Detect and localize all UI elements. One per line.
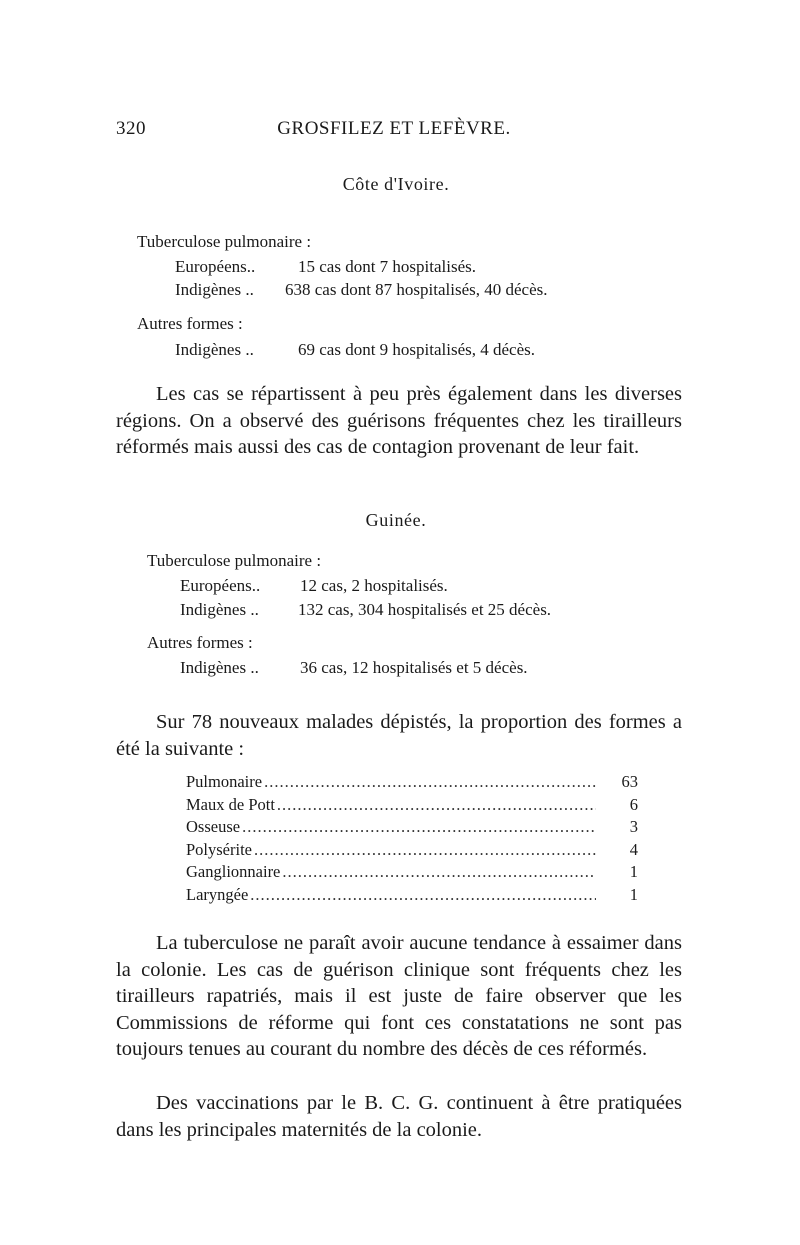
paragraph-closing-1: La tuberculose ne paraît avoir aucune tendance à essaimer dans la colonie. Les cas de guérison clinique sont fréquents chez les tirailleurs rapatriés, mais il est juste de faire observer que les Commissions de réforme qui font ces constatations ne sont pas toujours tenues au courant du nombre des décès de ces réformés.: [116, 932, 682, 1061]
form-name: Ganglionnaire: [186, 862, 281, 882]
table-row: [186, 885, 638, 908]
paragraph-cote-ivoire: Les cas se répartissent à peu près également dans les diverses régions. On a observé des guérisons fréquentes chez les tirailleurs réformés mais aussi des cas de contagion provenant de leur fait.: [116, 383, 682, 459]
tb-heading-cote-ivoire: Tuberculose pulmonaire :: [137, 232, 312, 251]
dot-leader: [250, 885, 596, 905]
page-number: 320: [116, 118, 146, 139]
form-count: 3: [629, 817, 638, 837]
dot-leader: [242, 817, 596, 837]
form-count: 6: [629, 794, 638, 814]
row-label: Européens..: [175, 257, 256, 276]
form-name: Maux de Pott: [186, 794, 275, 814]
dot-leader: [277, 795, 596, 815]
row-label: Indigènes ..: [175, 280, 254, 299]
running-head: [116, 118, 672, 146]
row-text: 638 cas dont 87 hospitalisés, 40 décès.: [285, 280, 548, 299]
row-text: 36 cas, 12 hospitalisés et 5 décès.: [300, 658, 528, 677]
row-label: Indigènes ..: [180, 600, 259, 619]
other-heading-cote-ivoire: Autres formes :: [137, 314, 243, 333]
form-count: 1: [629, 862, 638, 882]
table-row: [186, 862, 638, 885]
dot-leader: [282, 862, 596, 882]
row-text: 69 cas dont 9 hospitalisés, 4 décès.: [298, 340, 536, 359]
section-title-guinee: Guinée.: [365, 510, 427, 530]
dot-leader: [254, 840, 596, 860]
dot-leader: [264, 772, 596, 792]
row-text: 132 cas, 304 hospitalisés et 25 décès.: [298, 600, 552, 619]
row-label: Indigènes ..: [180, 658, 259, 677]
table-row: [186, 795, 638, 818]
row-label: Européens..: [180, 576, 261, 595]
table-row: [186, 817, 638, 840]
other-heading-guinee: Autres formes :: [147, 633, 253, 652]
section-title-cote-ivoire: Côte d'Ivoire.: [342, 174, 450, 194]
paragraph-closing-2: Des vaccinations par le B. C. G. continuent à être pratiquées dans les principales maternités de la colonie.: [116, 1092, 682, 1141]
row-label: Indigènes ..: [175, 340, 254, 359]
row-text: 15 cas dont 7 hospitalisés.: [298, 257, 477, 276]
forms-table: [186, 772, 638, 908]
table-row: [186, 840, 638, 863]
row-text: 12 cas, 2 hospitalisés.: [300, 576, 448, 595]
form-name: Polysérite: [186, 839, 252, 859]
form-count: 63: [621, 772, 638, 791]
tb-heading-guinee: Tuberculose pulmonaire :: [147, 551, 322, 570]
table-row: [186, 772, 638, 795]
paragraph-guinee: Sur 78 nouveaux malades dépistés, la proportion des formes a été la suivante :: [116, 711, 682, 760]
form-name: Osseuse: [186, 817, 241, 837]
running-title: GROSFILEZ ET LEFÈVRE.: [277, 118, 511, 139]
form-count: 1: [629, 884, 638, 904]
form-count: 4: [629, 839, 638, 859]
form-name: Pulmonaire: [186, 772, 263, 791]
form-name: Laryngée: [186, 884, 249, 904]
